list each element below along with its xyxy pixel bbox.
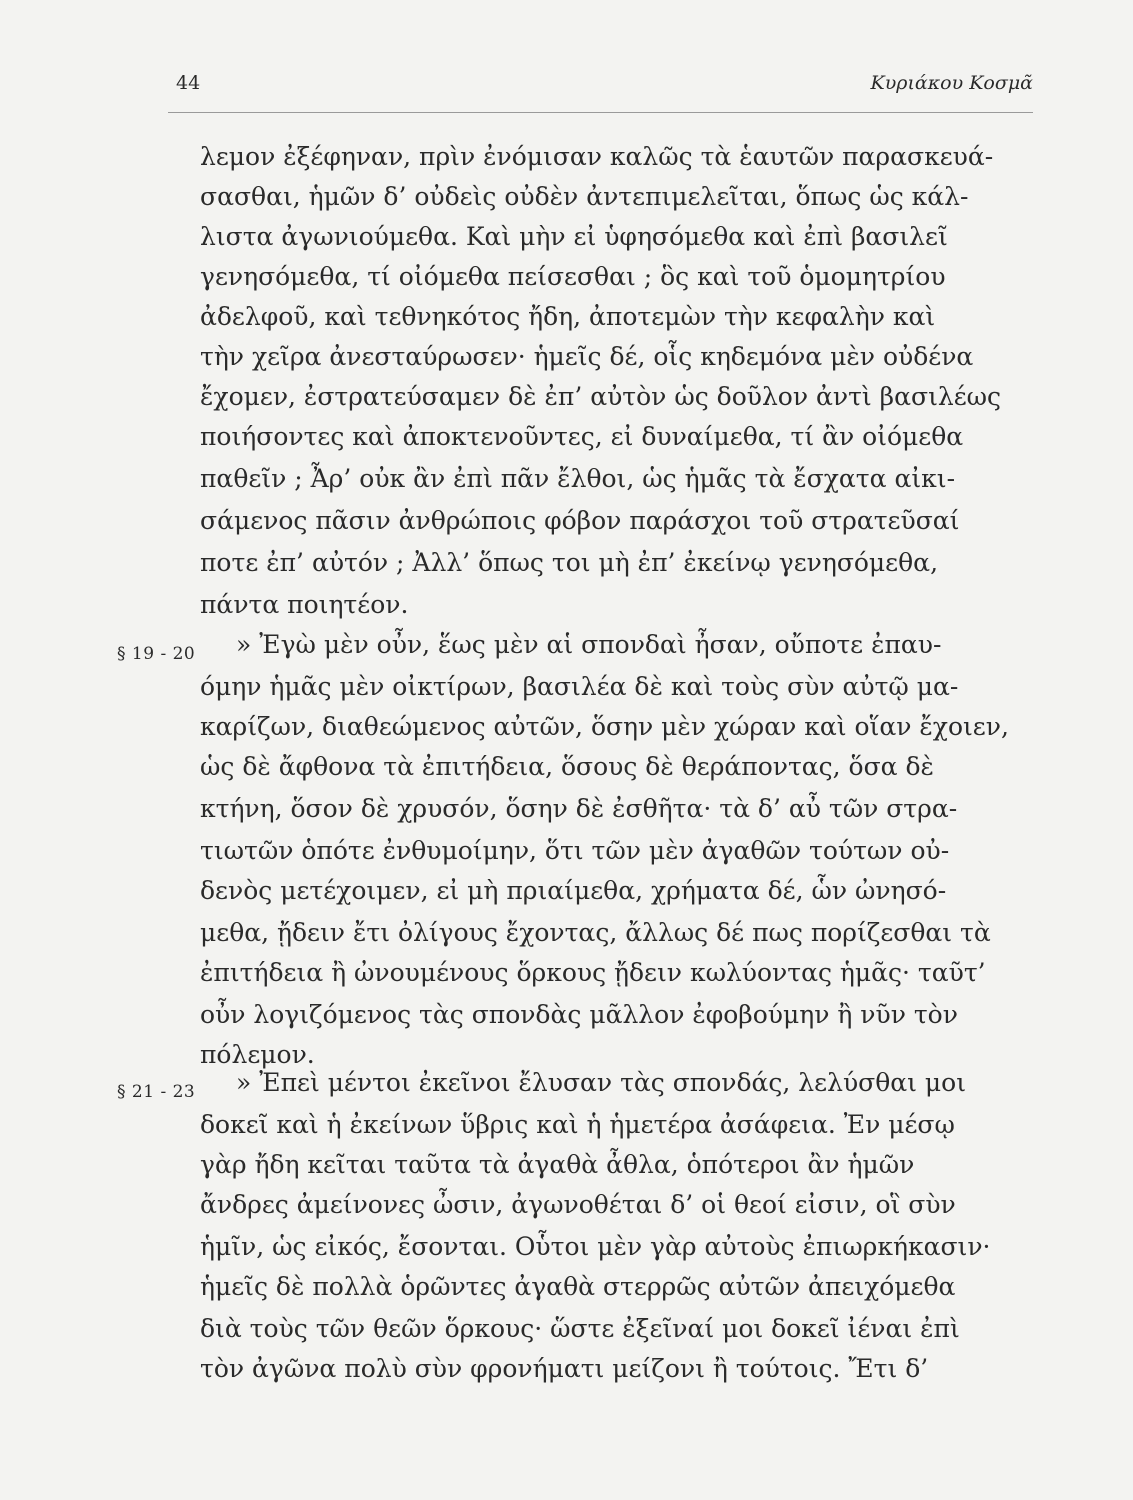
page-number: 44 [176, 72, 201, 94]
text-line: δοκεῖ καὶ ἡ ἐκείνων ὕβρις καὶ ἡ ἡμετέρα ἀσάφεια. Ἐν μέσῳ [200, 1110, 955, 1139]
text-line: ἔχομεν, ἐστρατεύσαμεν δὲ ἐπ’ αὐτὸν ὡς δοῦλον ἀντὶ βασιλέως [200, 382, 1002, 411]
text-line: ἄνδρες ἀμείνονες ὦσιν, ἀγωνοθέται δ’ οἱ θεοί εἰσιν, οἳ σὺν [200, 1190, 956, 1219]
text-line: όμην ἡμᾶς μὲν οἰκτίρων, βασιλέα δὲ καὶ τοὺς σὺν αὐτῷ μα- [200, 672, 959, 701]
text-line: οὖν λογιζόμενος τὰς σπονδὰς μᾶλλον ἐφοβούμην ἢ νῦν τὸν [200, 1000, 958, 1029]
text-line: » Ἐγὼ μὲν οὖν, ἕως μὲν αἱ σπονδαὶ ἦσαν, οὔποτε ἐπαυ- [236, 630, 942, 659]
text-line: πόλεμον. [200, 1040, 315, 1069]
text-line: καρίζων, διαθεώμενος αὐτῶν, ὅσην μὲν χώραν καὶ οἵαν ἔχοιεν, [200, 712, 1009, 741]
text-line: τὴν χεῖρα ἀνεσταύρωσεν· ἡμεῖς δέ, οἷς κηδεμόνα μὲν οὐδένα [200, 342, 974, 371]
running-head: Κυριάκου Κοσμᾶ [870, 72, 1033, 94]
text-line: διὰ τοὺς τῶν θεῶν ὅρκους· ὥστε ἐξεῖναί μοι δοκεῖ ἰέναι ἐπὶ [200, 1314, 960, 1343]
section-marker-19-20: § 19 - 20 [117, 644, 196, 664]
text-line: μεθα, ᾔδειν ἔτι ὀλίγους ἔχοντας, ἄλλως δέ πως πορίζεσθαι τὰ [200, 918, 991, 947]
page-header [168, 72, 1033, 112]
text-line: παθεῖν ; Ἆρ’ οὐκ ἂν ἐπὶ πᾶν ἔλθοι, ὡς ἡμᾶς τὰ ἔσχατα αἰκι- [200, 464, 956, 493]
text-line: ἡμεῖς δὲ πολλὰ ὁρῶντες ἀγαθὰ στερρῶς αὐτῶν ἀπειχόμεθα [200, 1272, 956, 1301]
text-line: γενησόμεθα, τί οἰόμεθα πείσεσθαι ; ὃς καὶ τοῦ ὁμομητρίου [200, 262, 946, 291]
text-line: ποτε ἐπ’ αὐτόν ; Ἀλλ’ ὅπως τοι μὴ ἐπ’ ἐκείνῳ γενησόμεθα, [200, 548, 939, 577]
section-marker-21-23: § 21 - 23 [117, 1082, 196, 1102]
text-line: ἐπιτήδεια ἢ ὠνουμένους ὅρκους ᾔδειν κωλύοντας ἡμᾶς· ταῦτ’ [200, 958, 986, 987]
text-line: γὰρ ἤδη κεῖται ταῦτα τὰ ἀγαθὰ ἆθλα, ὁπότεροι ἂν ἡμῶν [200, 1150, 915, 1179]
text-line: σάμενος πᾶσιν ἀνθρώποις φόβον παράσχοι τοῦ στρατεῦσαί [200, 506, 960, 535]
text-line: ὡς δὲ ἄφθονα τὰ ἐπιτήδεια, ὅσους δὲ θεράποντας, ὅσα δὲ [200, 752, 934, 781]
text-line: ἡμῖν, ὡς εἰκός, ἔσονται. Οὗτοι μὲν γὰρ αὐτοὺς ἐπιωρκήκασιν· [200, 1232, 991, 1261]
text-line: τὸν ἀγῶνα πολὺ σὺν φρονήματι μείζονι ἢ τούτοις. Ἔτι δ’ [200, 1354, 929, 1383]
text-line: » Ἐπεὶ μέντοι ἐκεῖνοι ἔλυσαν τὰς σπονδάς, λελύσθαι μοι [236, 1068, 966, 1097]
text-line: ποιήσοντες καὶ ἀποκτενοῦντες, εἰ δυναίμεθα, τί ἂν οἰόμεθα [200, 422, 964, 451]
text-line: λεμον ἐξέφηναν, πρὶν ἐνόμισαν καλῶς τὰ ἑαυτῶν παρασκευά- [200, 142, 994, 171]
header-rule [168, 112, 1033, 113]
text-line: κτήνη, ὅσον δὲ χρυσόν, ὅσην δὲ ἐσθῆτα· τὰ δ’ αὖ τῶν στρα- [200, 794, 958, 823]
text-line: πάντα ποιητέον. [200, 590, 409, 619]
text-line: δενὸς μετέχοιμεν, εἰ μὴ πριαίμεθα, χρήματα δέ, ὧν ὠνησό- [200, 876, 947, 905]
text-line: λιστα ἀγωνιούμεθα. Καὶ μὴν εἰ ὑφησόμεθα καὶ ἐπὶ βασιλεῖ [200, 222, 948, 251]
text-line: τιωτῶν ὁπότε ἐνθυμοίμην, ὅτι τῶν μὲν ἀγαθῶν τούτων οὐ- [200, 836, 950, 865]
text-line: σασθαι, ἡμῶν δ’ οὐδεὶς οὐδὲν ἀντεπιμελεῖται, ὅπως ὡς κάλ- [200, 182, 969, 211]
text-line: ἀδελφοῦ, καὶ τεθνηκότος ἤδη, ἀποτεμὼν τὴν κεφαλὴν καὶ [200, 302, 936, 331]
